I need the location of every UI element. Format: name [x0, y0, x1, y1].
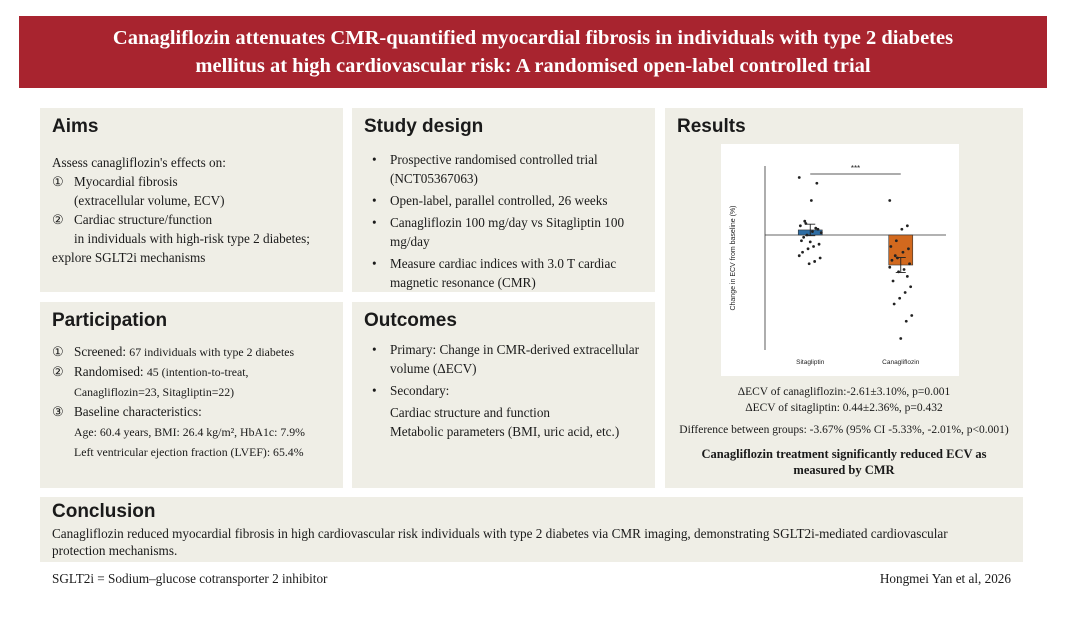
- randomised-value: 45 (intention-to-treat,: [146, 365, 249, 379]
- data-point: [899, 337, 902, 340]
- data-point: [889, 245, 892, 248]
- baseline-label: Baseline characteristics:: [74, 404, 202, 419]
- results-heading: Results: [677, 116, 746, 137]
- outcome-secondary-2: Metabolic parameters (BMI, uric acid, etc.): [390, 424, 620, 439]
- data-point: [810, 199, 813, 202]
- data-point: [892, 280, 895, 283]
- data-point: [893, 303, 896, 306]
- aims-item-2-label: Cardiac structure/function: [74, 212, 213, 227]
- stat-sitagliptin: ΔECV of sitagliptin: 0.44±2.36%, p=0.432: [745, 402, 943, 414]
- category-label: Canagliflozin: [882, 359, 920, 366]
- author-citation: Hongmei Yan et al, 2026: [879, 571, 1011, 586]
- stat-canagliflozin: ΔECV of canagliflozin:-2.61±3.10%, p=0.001: [737, 386, 951, 398]
- data-point: [905, 320, 908, 323]
- data-point: [907, 247, 910, 250]
- participation-item-2: [52, 362, 333, 382]
- data-point: [906, 275, 909, 278]
- design-bullet-1: • Prospective randomised controlled trial (NCT05367063): [364, 150, 645, 188]
- data-point: [902, 251, 905, 254]
- data-point: [818, 243, 821, 246]
- outcome-secondary-1: Cardiac structure and function: [390, 405, 551, 420]
- data-point: [800, 239, 803, 242]
- footnote: SGLT2i = Sodium–glucose cotransporter 2 inhibitor: [52, 571, 328, 586]
- conclusion-heading: Conclusion: [52, 501, 156, 522]
- data-point: [801, 251, 804, 254]
- data-point: [802, 236, 805, 239]
- outcomes-panel: [352, 302, 655, 488]
- title-line-1: Canagliflozin attenuates CMR-quantified myocardial fibrosis in individuals with type 2 diabetes: [112, 27, 954, 49]
- study-design-body: [364, 150, 645, 295]
- randomised-detail: Canagliflozin=23, Sitagliptin=22): [74, 385, 235, 399]
- participation-panel: [40, 302, 343, 488]
- data-point: [900, 228, 903, 231]
- aims-heading: Aims: [52, 116, 99, 137]
- ecv-chart-svg: [721, 144, 959, 376]
- baseline-age-bmi: Age: 60.4 years, BMI: 26.4 kg/m², HbA1c: 7.9%: [74, 425, 305, 439]
- conclusion-panel: [40, 497, 1023, 562]
- study-design-panel: [352, 108, 655, 292]
- circled-number-2: ②: [52, 212, 64, 227]
- data-point: [815, 182, 818, 185]
- design-bullet-3: • Canagliflozin 100 mg/day vs Sitagliptin 100 mg/day: [364, 213, 645, 251]
- data-point: [897, 270, 900, 273]
- y-axis-label: Change in ECV from baseline (%): [730, 205, 737, 311]
- participation-body: [52, 342, 333, 462]
- participation-heading: Participation: [52, 310, 168, 331]
- randomised-label: Randomised:: [74, 364, 144, 379]
- category-label: Sitagliptin: [796, 359, 825, 366]
- aims-item-1-detail: (extracellular volume, ECV): [74, 193, 225, 208]
- aims-item-2: [52, 210, 333, 229]
- study-design-heading: Study design: [364, 116, 484, 137]
- data-point: [811, 230, 814, 233]
- data-point: [806, 234, 809, 237]
- outcome-primary: • Primary: Change in CMR-derived extracellular volume (ΔECV): [364, 340, 645, 378]
- results-conclusion-2: measured by CMR: [793, 463, 895, 477]
- outcomes-heading: Outcomes: [364, 310, 457, 331]
- outcomes-body: [364, 340, 645, 441]
- screened-label: Screened:: [74, 344, 126, 359]
- data-point: [906, 224, 909, 227]
- data-point: [813, 260, 816, 263]
- data-point: [910, 314, 913, 317]
- design-bullet-4: • Measure cardiac indices with 3.0 T cardiac magnetic resonance (CMR): [364, 254, 645, 292]
- data-point: [888, 266, 891, 269]
- data-point: [909, 285, 912, 288]
- data-point: [908, 262, 911, 265]
- circled-number-1: ①: [52, 344, 64, 359]
- data-point: [809, 241, 812, 244]
- data-point: [891, 259, 894, 262]
- data-point: [819, 257, 822, 260]
- circled-number-3: ③: [52, 404, 64, 419]
- data-point: [904, 291, 907, 294]
- aims-item-2-detail-2: explore SGLT2i mechanisms: [52, 250, 206, 265]
- data-point: [894, 254, 897, 257]
- design-bullet-2: • Open-label, parallel controlled, 26 weeks: [364, 191, 645, 210]
- stat-difference: Difference between groups: -3.67% (95% CI -5.33%, -2.01%, p<0.001): [679, 424, 1009, 436]
- data-point: [903, 268, 906, 271]
- aims-item-2-detail: in individuals with high-risk type 2 diabetes;: [74, 231, 310, 246]
- data-point: [814, 227, 817, 230]
- baseline-lvef: Left ventricular ejection fraction (LVEF): 65.4%: [74, 445, 304, 459]
- participation-item-1: [52, 342, 333, 362]
- conclusion-text: Canagliflozin reduced myocardial fibrosis in high cardiovascular risk individuals with type 2 diabetes via CMR imaging, demonstrating SGLT2i-mediated cardiovascular protection mechanisms.: [52, 526, 948, 558]
- aims-item-1: [52, 172, 333, 191]
- data-point: [798, 254, 801, 257]
- results-conclusion-1: Canagliflozin treatment significantly reduced ECV as: [701, 447, 987, 461]
- data-point: [803, 220, 806, 223]
- circled-number-2: ②: [52, 364, 64, 379]
- data-point: [808, 262, 811, 265]
- participation-item-3: [52, 402, 333, 422]
- circled-number-1: ①: [52, 174, 64, 189]
- results-panel: [665, 108, 1023, 488]
- data-point: [898, 297, 901, 300]
- data-point: [812, 245, 815, 248]
- screened-value: 67 individuals with type 2 diabetes: [129, 345, 295, 359]
- data-point: [895, 239, 898, 242]
- title-line-2: mellitus at high cardiovascular risk: A randomised open-label controlled trial: [195, 55, 871, 77]
- data-point: [807, 247, 810, 250]
- data-point: [888, 199, 891, 202]
- title-banner: [19, 16, 1047, 88]
- aims-body: [52, 153, 333, 267]
- data-point: [799, 224, 802, 227]
- aims-intro: Assess canagliflozin's effects on:: [52, 155, 226, 170]
- aims-panel: [40, 108, 343, 292]
- significance-label: ***: [850, 164, 861, 173]
- aims-item-1-label: Myocardial fibrosis: [74, 174, 178, 189]
- data-point: [820, 231, 823, 234]
- data-point: [798, 176, 801, 179]
- outcome-secondary-label: • Secondary:: [364, 381, 645, 400]
- ecv-chart: [721, 144, 959, 376]
- data-point: [896, 257, 899, 260]
